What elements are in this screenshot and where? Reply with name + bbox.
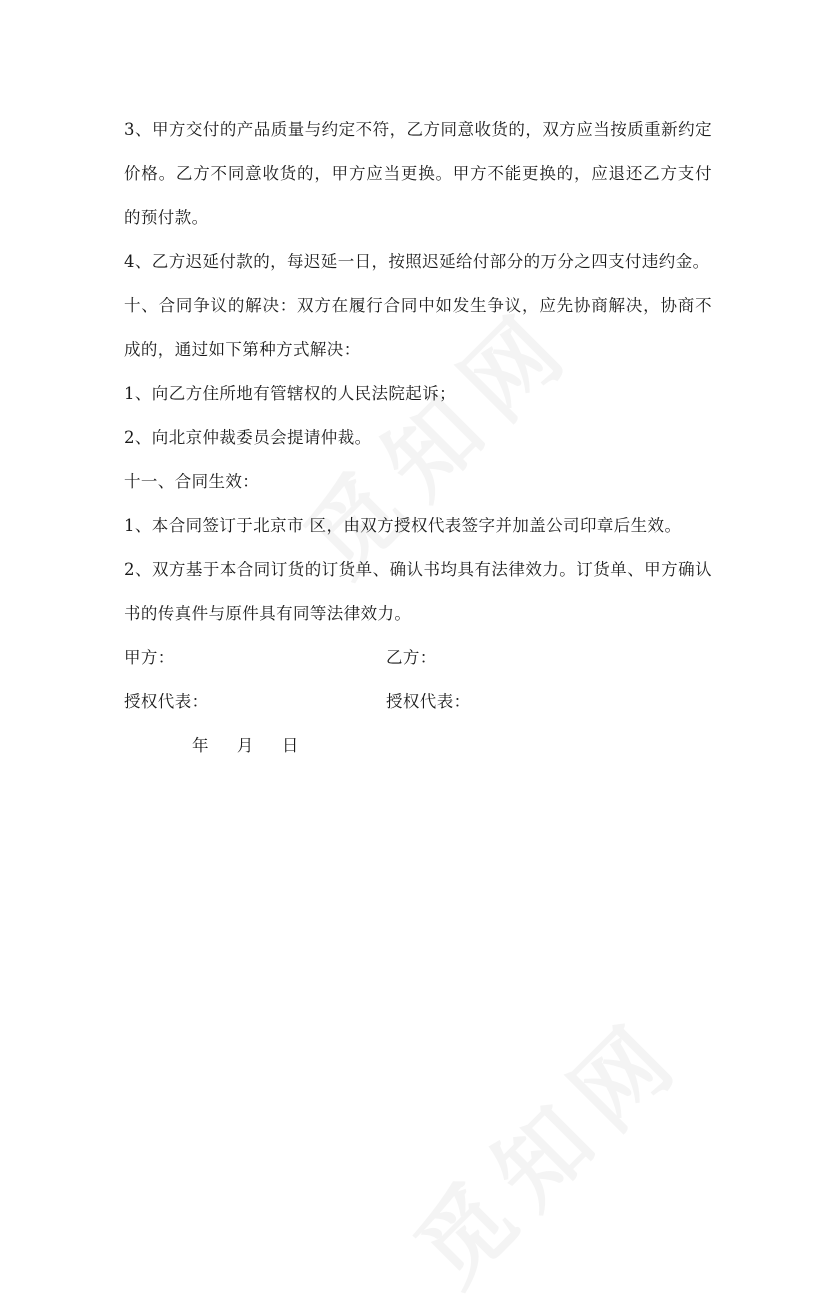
rep-b-label: 授权代表： — [386, 692, 471, 711]
dispute-option-2: 2、向北京仲裁委员会提请仲裁。 — [124, 428, 372, 447]
date-year: 年 — [192, 736, 209, 755]
party-b-label: 乙方： — [386, 648, 437, 667]
clause-4-late-payment: 4、乙方迟延付款的，每迟延一日，按照迟延给付部分的万分之四支付违约金。 — [124, 252, 710, 271]
watermark — [382, 983, 709, 1309]
date-month: 月 — [236, 736, 254, 755]
document-body — [124, 108, 712, 768]
effectiveness-clause-2: 2、双方基于本合同订货的订货单、确认书均具有法律效力。订货单、甲方确认书的传真件与原件具有同等法律效力。 — [124, 560, 712, 623]
dispute-option-1: 1、向乙方住所地有管辖权的人民法院起诉； — [124, 384, 456, 403]
section-10-dispute-resolution: 十、合同争议的解决：双方在履行合同中如发生争议，应先协商解决，协商不成的，通过如下第种方式解决： — [124, 296, 712, 359]
date-day: 日 — [281, 736, 299, 755]
section-11-heading: 十一、合同生效： — [124, 472, 260, 491]
effectiveness-clause-1: 1、本合同签订于北京市 区，由双方授权代表签字并加盖公司印章后生效。 — [124, 516, 682, 535]
representative-row — [124, 680, 712, 724]
rep-a-label: 授权代表： — [124, 692, 209, 711]
date-line — [124, 724, 712, 768]
party-a-label: 甲方： — [124, 648, 175, 667]
clause-3-quality: 3、甲方交付的产品质量与约定不符，乙方同意收货的，双方应当按质重新约定价格。乙方不同意收货的，甲方应当更换。甲方不能更换的，应退还乙方支付的预付款。 — [124, 120, 712, 227]
party-row — [124, 636, 712, 680]
